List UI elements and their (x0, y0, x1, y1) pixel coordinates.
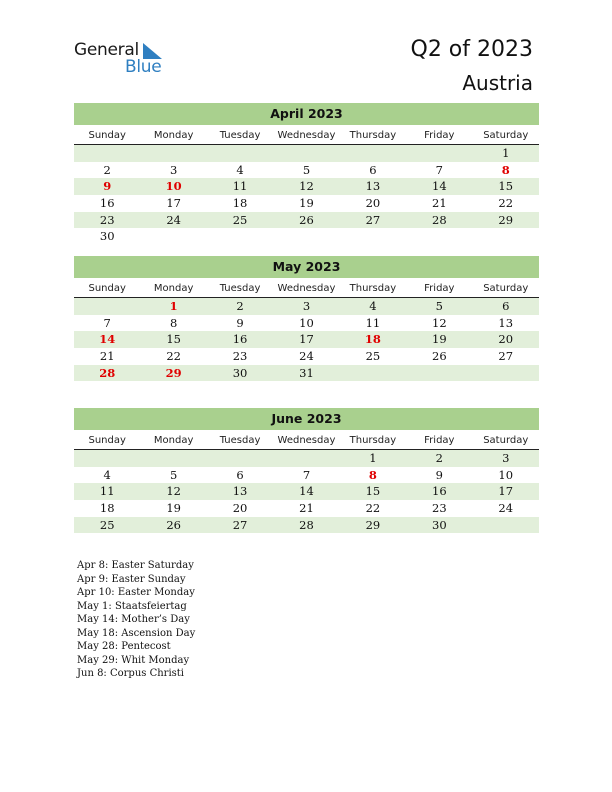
week-row (74, 315, 539, 332)
week-row (74, 500, 539, 517)
day-cell: 3 (302, 299, 311, 313)
empty-day-cell (74, 298, 140, 315)
day-cell: 28 (299, 517, 314, 532)
week-row (74, 145, 539, 162)
empty-day-cell (273, 145, 339, 162)
day-cell: 2 (435, 451, 443, 465)
holiday-entry: May 29: Whit Monday (77, 654, 190, 666)
weekday-label: Saturday (483, 283, 529, 294)
week-row (74, 195, 539, 212)
day-cell: 19 (432, 332, 447, 347)
day-cell: 4 (236, 162, 244, 177)
day-cell: 3 (502, 451, 510, 465)
day-cell: 1 (369, 451, 377, 465)
day-cell: 1 (169, 299, 178, 313)
empty-day-cell (273, 450, 339, 467)
empty-day-cell (473, 228, 539, 245)
page-title: Q2 of 2023 (410, 37, 533, 62)
day-cell: 28 (99, 365, 116, 380)
day-cell: 8 (368, 467, 377, 482)
weekday-label: Wednesday (277, 283, 336, 294)
weekday-label: Friday (424, 130, 455, 141)
day-cell: 22 (498, 196, 514, 211)
day-cell: 17 (166, 196, 181, 211)
day-cell: 27 (498, 349, 514, 364)
day-cell: 29 (365, 517, 381, 532)
weekday-label: Wednesday (277, 130, 336, 141)
empty-day-cell (207, 228, 273, 245)
weekday-label: Wednesday (277, 435, 336, 446)
day-cell: 13 (365, 179, 381, 194)
day-cell: 12 (432, 315, 447, 330)
empty-day-cell (207, 145, 273, 162)
day-cell: 13 (498, 315, 514, 330)
empty-day-cell (140, 228, 206, 245)
day-cell: 11 (232, 179, 248, 194)
weekday-label: Thursday (349, 130, 397, 141)
weekday-label: Monday (153, 130, 194, 141)
day-cell: 18 (364, 332, 381, 347)
holiday-entry: Apr 10: Easter Monday (77, 587, 195, 598)
day-cell: 16 (432, 484, 447, 499)
day-cell: 20 (365, 196, 381, 211)
day-cell: 26 (166, 517, 181, 532)
week-row (74, 450, 539, 467)
weekday-header-row (74, 432, 539, 450)
day-cell: 4 (103, 467, 111, 482)
day-cell: 21 (99, 349, 115, 364)
empty-day-cell (207, 450, 273, 467)
day-cell: 17 (299, 332, 314, 347)
week-row (74, 467, 539, 484)
day-cell: 17 (498, 484, 514, 499)
empty-day-cell (340, 365, 406, 382)
empty-day-cell (273, 228, 339, 245)
day-cell: 5 (169, 467, 178, 482)
day-cell: 25 (99, 517, 115, 532)
day-cell: 14 (99, 332, 116, 347)
day-cell: 16 (99, 196, 115, 211)
empty-day-cell (406, 228, 472, 245)
day-cell: 24 (166, 212, 181, 227)
holiday-entry: May 1: Staatsfeiertag (77, 600, 187, 612)
day-cell: 18 (232, 196, 248, 211)
holiday-entry: Apr 9: Easter Sunday (77, 573, 186, 585)
week-row (74, 298, 539, 315)
week-row (74, 162, 539, 179)
day-cell: 5 (435, 299, 443, 313)
day-cell: 21 (299, 501, 314, 516)
day-cell: 22 (166, 349, 181, 364)
day-cell: 24 (299, 349, 314, 364)
week-row (74, 517, 539, 534)
day-cell: 13 (232, 484, 248, 499)
week-row (74, 348, 539, 365)
day-cell: 29 (165, 365, 182, 380)
month-june (74, 408, 539, 533)
holiday-entry: May 28: Pentecost (77, 641, 171, 652)
day-cell: 29 (498, 212, 514, 227)
weekday-label: Saturday (483, 130, 529, 141)
empty-day-cell (406, 145, 472, 162)
empty-day-cell (74, 145, 140, 162)
day-cell: 23 (99, 212, 115, 227)
week-row (74, 212, 539, 229)
day-cell: 23 (432, 501, 447, 516)
day-cell: 6 (369, 162, 377, 177)
day-cell: 7 (435, 162, 443, 177)
weekday-label: Saturday (483, 435, 529, 446)
logo-text-general: General (74, 40, 139, 60)
day-cell: 9 (236, 315, 244, 330)
holiday-entry: Jun 8: Corpus Christi (77, 668, 185, 679)
weekday-label: Tuesday (219, 283, 261, 294)
empty-day-cell (340, 145, 406, 162)
weekday-label: Sunday (88, 435, 126, 446)
day-cell: 27 (232, 517, 248, 532)
holiday-entry: May 18: Ascension Day (77, 627, 196, 639)
weekday-header-row (74, 127, 539, 145)
day-cell: 30 (232, 365, 248, 380)
day-cell: 28 (432, 212, 447, 227)
day-cell: 25 (365, 349, 381, 364)
holiday-list (77, 559, 195, 681)
day-cell: 5 (302, 162, 311, 177)
day-cell: 26 (299, 212, 314, 227)
weekday-label: Sunday (88, 130, 126, 141)
day-cell: 27 (365, 212, 381, 227)
weekday-label: Tuesday (219, 435, 261, 446)
day-cell: 8 (169, 315, 178, 330)
day-cell: 11 (365, 315, 381, 330)
day-cell: 19 (166, 501, 181, 516)
month-title: May 2023 (74, 256, 539, 278)
month-april (74, 103, 539, 245)
day-cell: 7 (103, 315, 111, 330)
week-row (74, 228, 539, 245)
weekday-header-row (74, 280, 539, 298)
week-row (74, 178, 539, 195)
weekday-label: Thursday (349, 435, 397, 446)
day-cell: 22 (365, 501, 381, 516)
week-row (74, 331, 539, 348)
empty-day-cell (140, 145, 206, 162)
day-cell: 30 (99, 229, 115, 244)
day-cell: 10 (165, 179, 182, 194)
day-cell: 15 (166, 332, 181, 347)
empty-day-cell (140, 450, 206, 467)
day-cell: 21 (432, 196, 447, 211)
day-cell: 9 (435, 467, 443, 482)
day-cell: 26 (432, 349, 447, 364)
day-cell: 2 (103, 162, 111, 177)
day-cell: 11 (99, 484, 115, 499)
country-name: Austria (462, 71, 533, 95)
weekday-label: Monday (153, 283, 194, 294)
day-cell: 25 (232, 212, 248, 227)
day-cell: 6 (236, 467, 244, 482)
day-cell: 20 (498, 332, 514, 347)
day-cell: 4 (369, 299, 377, 313)
day-cell: 14 (299, 484, 314, 499)
day-cell: 12 (166, 484, 181, 499)
day-cell: 18 (99, 501, 115, 516)
weekday-label: Sunday (88, 283, 126, 294)
empty-day-cell (340, 228, 406, 245)
weekday-label: Thursday (349, 283, 397, 294)
day-cell: 23 (232, 349, 248, 364)
holiday-entry: May 14: Mother’s Day (77, 614, 190, 625)
day-cell: 15 (498, 179, 514, 194)
empty-day-cell (473, 365, 539, 382)
day-cell: 1 (502, 146, 510, 160)
day-cell: 31 (299, 365, 314, 380)
day-cell: 2 (236, 299, 244, 313)
month-title: June 2023 (74, 408, 539, 430)
day-cell: 3 (169, 162, 178, 177)
day-cell: 19 (299, 196, 314, 211)
weekday-label: Tuesday (219, 130, 261, 141)
empty-day-cell (74, 450, 140, 467)
logo (74, 40, 174, 80)
weekday-label: Friday (424, 283, 455, 294)
day-cell: 14 (432, 179, 447, 194)
holiday-entry: Apr 8: Easter Saturday (77, 560, 194, 571)
day-cell: 10 (498, 467, 514, 482)
day-cell: 30 (432, 517, 447, 532)
day-cell: 10 (299, 315, 314, 330)
day-cell: 16 (232, 332, 248, 347)
empty-day-cell (473, 517, 539, 534)
weekday-label: Monday (153, 435, 194, 446)
empty-day-cell (406, 365, 472, 382)
day-cell: 6 (502, 299, 510, 313)
weekday-label: Friday (424, 435, 455, 446)
day-cell: 24 (498, 501, 514, 516)
day-cell: 8 (501, 162, 510, 177)
week-row (74, 365, 539, 382)
day-cell: 9 (103, 179, 112, 194)
day-cell: 7 (302, 467, 311, 482)
day-cell: 15 (365, 484, 381, 499)
month-title: April 2023 (74, 103, 539, 125)
week-row (74, 483, 539, 500)
month-may (74, 256, 539, 381)
logo-text-blue: Blue (125, 57, 162, 77)
day-cell: 12 (299, 179, 314, 194)
day-cell: 20 (232, 501, 248, 516)
